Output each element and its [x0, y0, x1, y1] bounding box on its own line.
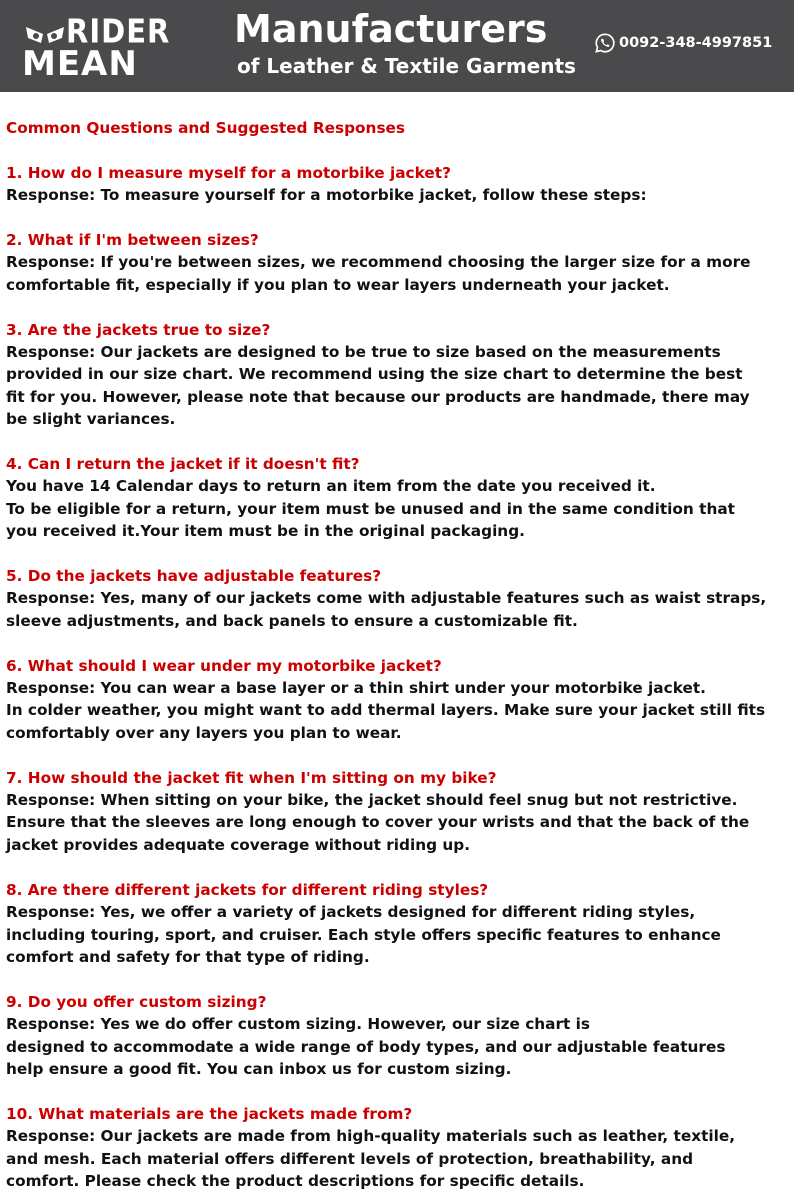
faq-answer-line: comfortably over any layers you plan to wear. — [6, 723, 402, 742]
faq-item — [6, 162, 792, 207]
faq-answer-line: provided in our size chart. We recommend using the size chart to determine the best — [6, 365, 743, 384]
faq-answer-line: Ensure that the sleeves are long enough to cover your wrists and that the back of the — [6, 813, 750, 832]
header-title: Manufacturers — [234, 7, 548, 51]
faq-question: 1. How do I measure myself for a motorbike jacket? — [6, 163, 451, 182]
faq-answer-line: be slight variances. — [6, 410, 176, 429]
faq-item — [6, 565, 792, 632]
faq-answer-line: help ensure a good fit. You can inbox us for custom sizing. — [6, 1059, 512, 1078]
faq-answer-line: Response: To measure yourself for a motorbike jacket, follow these steps: — [6, 186, 647, 205]
header-banner — [0, 0, 794, 92]
faq-item — [6, 879, 792, 969]
faq-question: 6. What should I wear under my motorbike jacket? — [6, 656, 442, 675]
faq-answer-line: Response: Yes, many of our jackets come with adjustable features such as waist straps, — [6, 589, 767, 608]
whatsapp-icon — [594, 32, 616, 54]
faq-item — [6, 319, 792, 431]
faq-answer-line: Response: Yes, we offer a variety of jackets designed for different riding styles, — [6, 903, 696, 922]
faq-answer-line: and mesh. Each material offers different levels of protection, breathability, and — [6, 1149, 694, 1168]
logo-word-rider: RIDER — [66, 11, 171, 51]
faq-answer-line: Response: When sitting on your bike, the jacket should feel snug but not restrictive. — [6, 791, 738, 810]
faq-question: 5. Do the jackets have adjustable features? — [6, 567, 382, 586]
faq-item — [6, 229, 792, 296]
phone-number: 0092-348-4997851 — [619, 35, 773, 51]
header-subtitle: of Leather & Textile Garments — [237, 54, 576, 78]
faq-answer-line: jacket provides adequate coverage without riding up. — [6, 835, 471, 854]
faq-answer-line: sleeve adjustments, and back panels to ensure a customizable fit. — [6, 611, 578, 630]
faq-question: 8. Are there different jackets for different riding styles? — [6, 880, 489, 899]
faq-item — [6, 655, 792, 745]
faq-answer-line: Response: Our jackets are designed to be true to size based on the measurements — [6, 343, 721, 362]
faq-answer-line: To be eligible for a return, your item must be unused and in the same condition that — [6, 499, 735, 518]
faq-answer-line: Response: Yes we do offer custom sizing. However, our size chart is — [6, 1015, 591, 1034]
logo-word-mean: MEAN — [22, 44, 138, 84]
faq-question: 7. How should the jacket fit when I'm sitting on my bike? — [6, 768, 497, 787]
faq-answer-line: designed to accommodate a wide range of body types, and our adjustable features — [6, 1037, 726, 1056]
faq-item — [6, 991, 792, 1081]
faq-answer-line: fit for you. However, please note that because our products are handmade, there may — [6, 387, 750, 406]
faq-question: 10. What materials are the jackets made from? — [6, 1104, 413, 1123]
contact-phone — [594, 31, 772, 55]
faq-answer-line: Response: Our jackets are made from high-quality materials such as leather, textile, — [6, 1127, 736, 1146]
faq-list — [6, 162, 792, 1193]
faq-heading: Common Questions and Suggested Responses — [6, 119, 406, 137]
faq-answer-line: comfortable fit, especially if you plan to wear layers underneath your jacket. — [6, 275, 670, 294]
faq-question: 2. What if I'm between sizes? — [6, 231, 259, 249]
faq-answer-line: Response: If you're between sizes, we recommend choosing the larger size for a more — [6, 253, 751, 272]
faq-answer-line: comfort. Please check the product descriptions for specific details. — [6, 1171, 585, 1190]
faq-question: 3. Are the jackets true to size? — [6, 320, 271, 339]
faq-answer-line: including touring, sport, and cruiser. Each style offers specific features to enhance — [6, 925, 721, 944]
faq-answer-line: In colder weather, you might want to add thermal layers. Make sure your jacket still fits — [6, 701, 766, 720]
faq-question: 4. Can I return the jacket if it doesn't fit? — [6, 455, 360, 474]
faq-item — [6, 767, 792, 857]
faq-answer-line: comfort and safety for that type of riding. — [6, 947, 370, 966]
rider-mean-logo — [22, 11, 212, 84]
faq-question: 9. Do you offer custom sizing? — [6, 992, 267, 1011]
faq-answer-line: You have 14 Calendar days to return an item from the date you received it. — [6, 477, 656, 496]
faq-answer-line: you received it.Your item must be in the original packaging. — [6, 522, 525, 541]
faq-item — [6, 1103, 792, 1193]
faq-answer-line: Response: You can wear a base layer or a thin shirt under your motorbike jacket. — [6, 679, 706, 698]
faq-item — [6, 453, 792, 543]
faq-content — [6, 117, 792, 1193]
